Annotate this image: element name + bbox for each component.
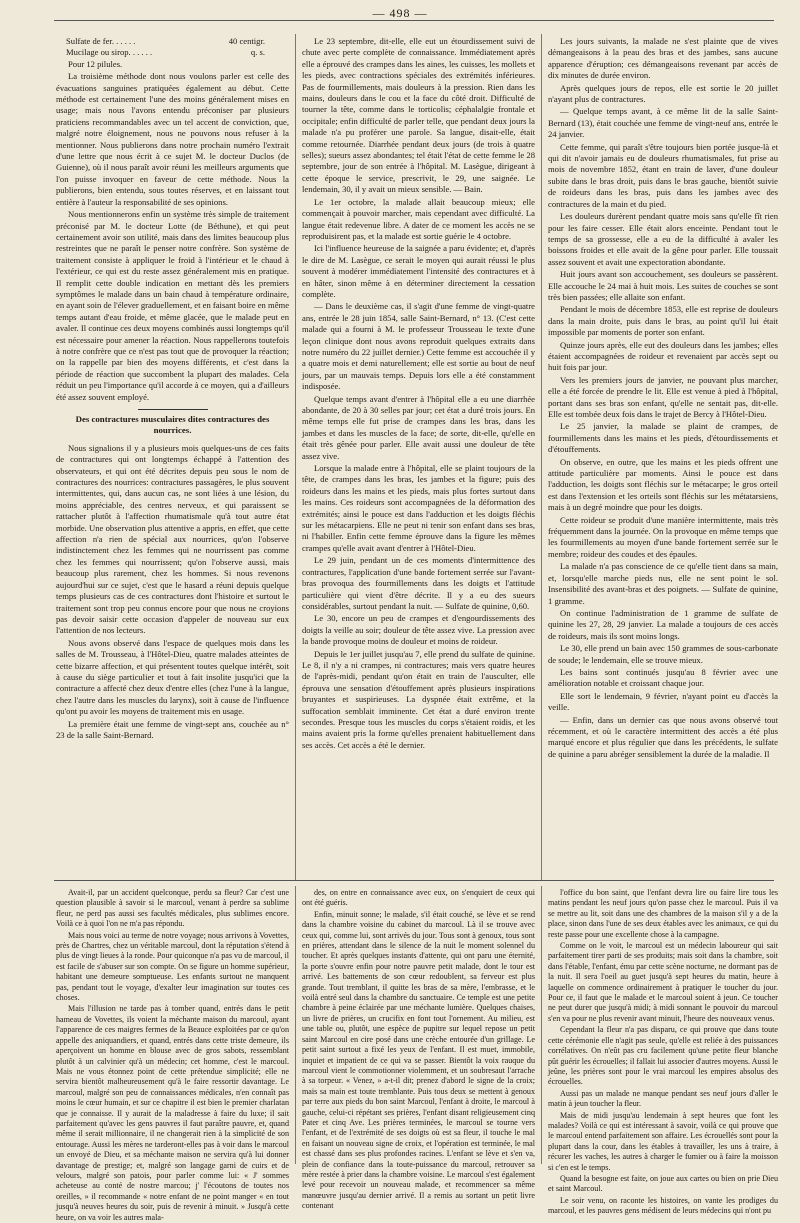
paragraph: Aussi pas un malade ne manque pendant ses neuf jours d'aller le matin à jeun toucher la fleur.	[548, 1088, 778, 1109]
prescription-ingredient: Sulfate de fer. . . . . .	[66, 36, 136, 46]
paragraph: Les douleurs durèrent pendant quatre mois sans qu'elle fît rien pour les faire cesser. Elle était alors enceinte. Pendant tout le temps de sa grossesse, elle a eu de la difficulté à avaler les boissons froides et elle avait de la gêne pour parler. Elle toussait assez souvent et avait une expectoration abondante.	[548, 211, 778, 267]
paragraph: On observe, en outre, que les mains et les pieds offrent une attitude particulière par moments. Ainsi le pouce est dans l'adduction, les doigts sont fléchis sur le métacarpe; le gros orteil est dans l'extension et les orteils sont fléchis sur les métatarsiens, mais à un degré moindre que pour les doigts.	[548, 456, 778, 513]
paragraph: Nous avons observé dans l'espace de quelques mois dans les salles de M. Trousseau, à l'Hôtel-Dieu, quatre malades atteintes de cette bizarre affection, et qui présentent toutes quelque intérêt, soit à cause du siège particulier et tout à fait insolite jusqu'ici que la contracture a affecté chez deux d'entre elles (chez l'une à la langue, chez l'autre dans les muscles du larynx), soit à cause de l'influence qu'ont pu avoir les moyens de traitement mis en usage.	[56, 637, 289, 717]
paragraph: Le 23 septembre, dit-elle, elle eut un étourdissement suivi de chute avec perte complète de connaissance. Immédiatement après elle a éprouvé des crampes dans les aines, les cuisses, les mollets et les pieds, avec contractions spéciales des extrémités inférieures. Pas de fourmillements, mais douleurs à la pression. Rien dans les mains, douleurs dans le cou et la face du côté droit. Difficulté de tourner la tête, comme dans le torticolis; céphalalgie frontale et occipitale; enfin difficulté de parler telle, que pendant deux jours la malade n'a pu proférer une parole. Sa langue, disait-elle, était comme retournée. Diarrhée pendant deux jours (de trois à quatre selles); sueurs assez abondantes; tel était l'état de cette femme le 28 septembre, jour de son entrée à l'hôpital. M. Lasègue, dirigeant à cette époque le service, prescrivit, le 29, une saignée. Le lendemain, 30, il y avait un mieux sensible. — Bain.	[302, 36, 535, 195]
column-left-upper	[56, 36, 289, 878]
column-left-lower	[56, 888, 289, 1222]
column-rule	[295, 886, 296, 1164]
paragraph: Le 1er octobre, la malade allait beaucoup mieux; elle commençait à pouvoir marcher, mais cependant avec difficulté. La langue était redevenue libre. A dater de ce moment les accès ne se reproduisirent pas, et la malade est sortie guérie le 4 octobre.	[302, 196, 535, 241]
paragraph: Quinze jours après, elle eut des douleurs dans les jambes; elles étaient accompagnées de roideur et revenaient par accès sept ou huit fois par jour.	[548, 339, 778, 373]
header-rule	[54, 20, 774, 21]
paragraph: Cependant la fleur n'a pas disparu, ce qui prouve que dans toute cette cérémonie elle n'agit pas seule, qu'elle est reliée à des puissances corrélatives. On n'eût pas cru facilement qu'une petite fleur blanche pût guérir les écrouelles; il fallait lui associer d'autres moyens. Aussi le jeûne, les prières sont pour le vrai marcoul les empires absolus des écrouelles.	[548, 1025, 778, 1087]
column-right-lower	[548, 888, 778, 1216]
column-right-upper	[548, 36, 778, 878]
paragraph: Cette roideur se produit d'une manière intermittente, mais très fréquemment dans la journée. On la provoque en même temps que les fourmillements au moyen d'une bande fortement serrée sur le membre; roideur des coudes et des épaules.	[548, 514, 778, 559]
paragraph: Ici l'influence heureuse de la saignée a paru évidente; et, d'après le dire de M. Lasègue, ce serait le moyen qui aurait réussi le plus souvent à modérer immédiatement l'intensité des contractures et à en hâter, sinon même à en déterminer directement la cessation complète.	[302, 243, 535, 299]
paragraph: On continue l'administration de 1 gramme de sulfate de quinine les 27, 28, 29 janvier. La malade a toujours de ces accès de roideurs, mais ils sont moins longs.	[548, 607, 778, 641]
paragraph: Vers les premiers jours de janvier, ne pouvant plus marcher, elle a été forcée de prendre le lit. Elle est venue à pied à l'hôpital, portant dans ses bras son enfant, qu'elle ne sentait pas, dit-elle. Elle est tombée deux fois dans le trajet de Bercy à l'Hôtel-Dieu.	[548, 374, 778, 419]
section-title: Des contractures musculaires dites contractures des nourrices.	[75, 414, 270, 436]
column-middle-upper	[302, 36, 535, 878]
paragraph: Le 30, encore un peu de crampes et d'engourdissements des doigts la veille au soir; douleur de tête assez vive. La pression avec la bande provoque moins de douleur et moins de roideur.	[302, 613, 535, 647]
prescription-dose: 40 centigr.	[228, 36, 265, 46]
paragraph: des, on entre en connaissance avec eux, on s'enquiert de ceux qui ont été guéris.	[302, 888, 535, 908]
section-divider	[138, 409, 208, 410]
paragraph: Le 29 juin, pendant un de ces moments d'intermittence des contractures, l'application d'une bande fortement serrée sur l'avant-bras provoqua des fourmillements dans les doigts et l'attitude particulière qui vient d'être décrite. Il y a eu des sueurs considérables, surtout pendant la nuit. — Sulfate de quinine, 0,60.	[302, 555, 535, 611]
paragraph: Depuis le 1er juillet jusqu'au 7, elle prend du sulfate de quinine. Le 8, il n'y a ni crampes, ni contractures; mais vers quatre heures de l'après-midi, pendant qu'on était en train de l'ausculter, elle éprouva une sensation d'étouffement après plusieurs inspirations bruyantes et suspirieuses. La dyspnée était extrême, et la suffocation semblait imminente. Cet état a duré environ trente secondes. Presque tous les muscles du corps s'étaient roidis, et les mains avaient pris la forme qu'elles prenaient habituellement dans ses accès. Cet accès a été le dernier.	[302, 648, 535, 750]
paragraph: Les jours suivants, la malade ne s'est plainte que de vives démangeaisons à la peau des bras et des jambes, sans aucune apparence d'éruption; ces démangeaisons revenant par accès de dix minutes de durée environ.	[548, 36, 778, 81]
prescription-dose: q. s.	[250, 47, 265, 58]
paragraph: La première était une femme de vingt-sept ans, couchée au n° 23 de la salle Saint-Bernard.	[56, 718, 289, 740]
column-rule	[541, 886, 542, 1164]
paragraph: l'office du bon saint, que l'enfant devra lire ou faire lire tous les matins pendant les neuf jours qu'on passe chez le marcoul. Puis il va se mettre au lit, soit dans une des chambres de la maison s'il y a de la place, sinon dans l'une de ses deux étables avec les animaux, ce qui du reste passe pour une excellente chose à la campagne.	[548, 888, 778, 939]
paragraph: La malade n'a pas conscience de ce qu'elle tient dans sa main, et, lorsqu'elle marche pieds nus, elle ne sent point le sol. Insensibilité des avant-bras et des poignets. — Sulfate de quinine, 1 gramme.	[548, 561, 778, 606]
paragraph: Elle sort le lendemain, 9 février, n'ayant point eu d'accès la veille.	[548, 690, 778, 713]
paragraph: Huit jours avant son accouchement, ses douleurs se passèrent. Elle accouche le 24 mai à huit mois. Les suites de couches se sont très bien passées; elle allaite son enfant.	[548, 269, 778, 302]
paragraph: Cette femme, qui paraît s'être toujours bien portée jusque-là et qui dit n'avoir jamais eu de douleurs rhumatismales, fut prise au mois de novembre 1852, étant en train de laver, d'une douleur subite dans le bras droit, puis dans le bras gauche, bientôt suivie de roideurs dans les bras, puis dans les jambes avec des contractures de la main et du pied.	[548, 141, 778, 209]
paragraph: Nous signalions il y a plusieurs mois quelques-uns de ces faits de contractures qui ont longtemps échappé à l'attention des observateurs, et qui ont été décrites depuis peu sous le nom de contractures des nourrices: contractures passagères, le plus souvent intermittentes, qui, dans aucun cas, ne sont liées à une lésion, du moins appréciable, des centres nerveux, et qui paraissent se rattacher plutôt à l'affection rhumatismale qu'à tout autre état morbide. Une observation plus attentive a appris, en effet, que cette affection n'a rien de spécial aux nourrices, qu'on l'observe indistinctement chez les femmes qui ne nourrissent pas comme chez les femmes qui nourrissent; qu'on l'observe aussi, mais beaucoup plus rarement, chez les hommes. Si nous revenons aujourd'hui sur ce sujet, c'est que le hasard a réuni depuis quelque temps plusieurs cas de ces contractures dont l'histoire et surtout le traitement sont trop peu connus encore pour que nous ne croyions pas devoir saisir cette occasion d'appeler de nouveau sur eux l'attention de nos lecteurs.	[56, 442, 289, 636]
paragraph: Lorsque la malade entre à l'hôpital, elle se plaint toujours de la tête, de crampes dans les bras, les jambes et la figure; puis des roideurs dans les mains et les pieds, mais plus fortes surtout dans les mains. Ces roideurs sont accompagnées de la déformation des extrémités; ainsi le pouce est dans l'adduction et les doigts fléchis sur les métacarpiens. Elle ne peut ni tenir son enfant dans ses bras, ni l'habiller. Enfin cette femme éprouve dans la figure les mêmes crampes qu'elle avait avant d'entrer à l'Hôtel-Dieu.	[302, 463, 535, 553]
paragraph: Enfin, minuit sonne; le malade, s'il était couché, se lève et se rend dans la chambre voisine du cabinet du marcoul. Là il se trouve avec ceux qui, comme lui, sont arrivés du jour. Tous sont à genoux, tous sont en prières, attendant dans le silence de la nuit le moment solennel du toucher. Et après quelques instants d'attente, qui ont paru une éternité, la porte s'ouvre enfin pour notre pauvre petit malade, dont le tour est arrivé. Les battements de son cœur redoublent, sa ferveur est plus grande. Tout tremblant, il quitte les bras de sa mère, l'embrasse, et le voilà entré seul dans la chambre du sanctuaire. Ce temple est une petite chambre à peine éclairée par une méchante lumière. Quelques chaises, un livre de prières, un crucifix en font tout l'ornement. Au milieu, est une table ou, plutôt, une espèce de pupitre sur lequel repose un petit saint Marcoul en cire posé dans une crèche entourée d'un grillage. Le petit saint surtout a fixé les yeux de l'enfant. Il est muet, immobile, inquiet et impatient de ce qui va se passer. Bientôt la voix rauque du marcoul vient le commotionner violemment, et un soubresaut l'arrache à sa torpeur. « Venez, » a-t-il dit; prenez d'abord le signe de la croix; mais sa main est toute tremblante. Puis tous deux se mettent à genoux par terre aux pieds du bon saint Marcoul, l'enfant à droite, le marcoul à gauche, celui-ci répétant ses prières, l'enfant disant religieusement cinq Pater et cinq Ave. Les prières terminées, le marcoul se tourne vers l'enfant, et de l'extrémité de ses doigts où est sa fleur, il touche le mal en faisant un nouveau signe de croix, et l'opération est terminée, le mal est chassé dans ses plus profondes racines. L'enfant se lève et s'en va, plein de confiance dans la toute-puissance du marcoul, retrouver sa mère restée à prier dans la chambre voisine. Le marcoul s'est également levé pour recevoir un nouveau malade, et recommencer sa même manœuvre jusqu'au dernier arrivé. Il a remis au sortant un petit livre contenant	[302, 909, 535, 1211]
column-middle-lower	[302, 888, 535, 1211]
paragraph: La troisième méthode dont nous voulons parler est celle des évacuations sanguines pratiquées également au début. Cette méthode est certainement l'une des moins généralement mises en usage; mais nous l'avons entendu préconiser par plusieurs praticiens recommandables avec un tel accent de conviction, que, malgré notre éloignement, nous ne pouvons nous refuser à la mentionner. Nous publierons dans notre prochain numéro l'extrait d'une lettre que nous écrit à ce sujet M. le docteur Duclos (de Guienne), où il nous paraît avoir réuni les meilleurs arguments que l'on puisse invoquer en faveur de cette méthode. Nous la publierons, bien entendu, sous toutes réserves, et en laissant tout entière à l'auteur la responsabilité de ses opinions.	[56, 71, 289, 207]
column-rule	[295, 34, 296, 880]
feuilleton-rule	[54, 880, 774, 881]
paragraph: Nous mentionnerons enfin un système très simple de traitement préconisé par M. le docteur Lotte (de Béthune), et qui peut certainement avoir son utilité, mais dans des limites beaucoup plus restreintes que ne paraît le penser notre confrère. Son système de traitement consiste à appliquer le froid à l'intérieur et le chaud à l'extérieur, ce qui est du reste assez généralement mis en pratique. Il remplit cette double indication en mettant dès les premiers symptômes le malade dans un bain chaud à température ordinaire, en ayant soin de l'élever graduellement, et en faisant boire en même temps autant d'eau froide, et même glacée, que le malade peut en avaler. Il continue ces deux moyens combinés aussi longtemps qu'il est nécessaire pour amener la réaction. Nous rappellerons toutefois à notre confrère que ce n'est pas tout que de provoquer la réaction; on la rappelle par bien des moyens différents, et c'est dans la période de réaction que succombent la plupart des malades. Cela réduit un peu l'importance qu'il accorde à ce moyen, qui a d'ailleurs été assez souvent employé.	[56, 209, 290, 402]
paragraph: Pendant le mois de décembre 1853, elle est reprise de douleurs dans la main droite, puis dans le bras, au point qu'il lui était impossible par moments de porter son enfant.	[548, 304, 778, 338]
prescription-note: Pour 12 pilules.	[68, 58, 123, 69]
paragraph: Comme on le voit, le marcoul est un médecin laboureur qui sait parfaitement tirer parti de ses produits; mais soit dans la chambre, soit dans l'étable, l'enfant, ému par cette scène nocturne, ne dormant pas de la nuit. Il sera l'oeil au guet jusqu'à sept heures du matin, heure à laquelle on commence ordinairement à pratiquer le toucher du jour. Pour ce, il faut que le malade et le marcoul soient à jeun. Ce toucher ne peut durer que jusqu'à midi; à midi sonnant le pouvoir du marcoul s'en va pour ne plus revenir avant minuit, l'heure des nouveaux venus.	[548, 941, 778, 1023]
paragraph: Le soir venu, on raconte les histoires, on vante les prodiges du marcoul, et les pauvres gens médisent de leurs médecins qui n'ont pu	[548, 1195, 778, 1216]
prescription-ingredient: Mucilage ou sirop. . . . . .	[66, 47, 153, 58]
paragraph: Quelque temps avant d'entrer à l'hôpital elle a eu une diarrhée abondante, de 20 à 30 selles par jour; cet état a duré trois jours. En même temps elle fut prise de crampes dans les bras, dans les jambes et dans les muscles de la face; de sorte, dit-elle, qu'elle en était très gênée pour parler. Elle avait aussi une douleur de tête assez vive.	[302, 393, 535, 461]
column-rule	[541, 34, 542, 880]
paragraph: Le 30, elle prend un bain avec 150 grammes de sous-carbonate de soude; le lendemain, elle se trouve mieux.	[548, 643, 778, 665]
paragraph: Quand la besogne est faite, on joue aux cartes ou bien on prie Dieu et saint Marcoul.	[548, 1173, 778, 1194]
paragraph: Avait-il, par un accident quelconque, perdu sa fleur? Car c'est une question plausible à savoir si le marcoul, venant à perdre sa sublime fleur, ne perd pas aussi ses facultés médicales, plus sublimes encore. Voilà ce à quoi l'on ne m'a pas répondu.	[56, 888, 289, 929]
paragraph: — Dans le deuxième cas, il s'agit d'une femme de vingt-quatre ans, entrée le 28 juin 1854, salle Saint-Bernard, n° 13. (C'est cette malade qui a fourni à M. le professeur Trousseau le texte d'une leçon clinique dont nous avons reproduit quelques extraits dans notre numéro du 22 juillet dernier.) Cette femme est accouchée il y a quatre mois et demi naturellement; elle est sortie au bout de neuf jours, par un mauvais temps. Depuis lors elle a été constamment indisposée.	[302, 301, 535, 392]
paragraph: Les bains sont continués jusqu'au 8 février avec une amélioration notable et croissant chaque jour.	[548, 666, 778, 689]
prescription-line	[56, 47, 289, 58]
paragraph: Mais l'illusion ne tarde pas à tomber quand, entrés dans le petit hameau de Vovettes, ils voient la méchante maison du marcoul, ayant l'apparence de ces maigres fermes de la Beauce exploitées par ce qu'on appelle des aniquandiers, et quand, entrés dans cette triste demeure, ils aperçoivent un homme en blouse avec de gros sabots, ressemblant plutôt à un calvinier qu'à un médecin; cet homme, c'est le marcoul. Mais ne vous étonnez point de cette prétendue simplicité; elle ne servira bientôt malheureusement qu'à le faire ressortir davantage. Le marcoul, malgré son peu de connaissances médicales, n'en connaît pas moins le cœur humain, et sur ce chapitre il est bien le premier charlatan que je connaisse. Il y aurait de la maladresse à faire du luxe; il sait parfaitement qu'avec les gens pauvres il faut paraître pauvre, et, quand même il serait millionnaire, il ne changerait rien à la simplicité de son entourage. Aussi les mères ne tarderont-elles pas à voir dans le marcoul un envoyé de Dieu, et sa méchante maison ne servira qu'à lui donner davantage de prestige; et, malgré son langage garni de cuirs et de velours, malgré son patois, pour parler comme lui: « J' sommes acheteuse au conté de nostre marcou; j' l'écoutons de toutes nos oreilles, » il recommande « notre enfant de ne point manger « en tout jusqu'à neuves heures du soir, puis de revenir à minuit. » Jusqu'à cette heure, on va voir les autres mala-	[56, 1004, 289, 1222]
paragraph: Le 25 janvier, la malade se plaint de crampes, de fourmillements dans les mains et les pieds, d'étourdissements et d'étouffements.	[548, 421, 778, 455]
paragraph: Après quelques jours de repos, elle est sortie le 20 juillet n'ayant plus de contractures.	[548, 82, 778, 105]
prescription-line	[56, 36, 289, 47]
paragraph: — Quelque temps avant, à ce même lit de la salle Saint-Bernard (13), était couchée une femme de vingt-neuf ans, entrée le 24 janvier.	[548, 106, 778, 140]
paragraph: — Enfin, dans un dernier cas que nous avons observé tout récemment, et où le caractère intermittent des accès a été plus marqué encore et plus régulier que dans les précédents, le sulfate de quinine a paru abréger sensiblement la durée de la maladie. Il	[548, 714, 778, 759]
page-number: — 498 —	[372, 6, 428, 20]
paragraph: Mais de midi jusqu'au lendemain à sept heures que font les malades? Voilà ce qui est intéressant à savoir, voilà ce qui prouve que le marcoul entend parfaitement son affaire. Les écrouellés sont pour la plupart dans la cour, dans les étables à travailler, les uns à traire, à récurer les vaches, les autres à charger le fumier ou à faire la moisson si c'en est le temps.	[548, 1110, 778, 1172]
paragraph: Mais nous voici au terme de notre voyage; nous arrivons à Vovettes, près de Chartres, chez un véritable marcoul, dont la réputation s'étend à plus de vingt lieues à la ronde. Pour quiconque n'a pas vu de marcoul, il est facile de s'abuser sur son compte. On se figure un homme supérieur, habitant une demeure somptueuse. Les enfants surtout ne manquent pas, pendant tout le voyage, d'exalter leur imagination sur toutes ces choses.	[56, 930, 289, 1003]
